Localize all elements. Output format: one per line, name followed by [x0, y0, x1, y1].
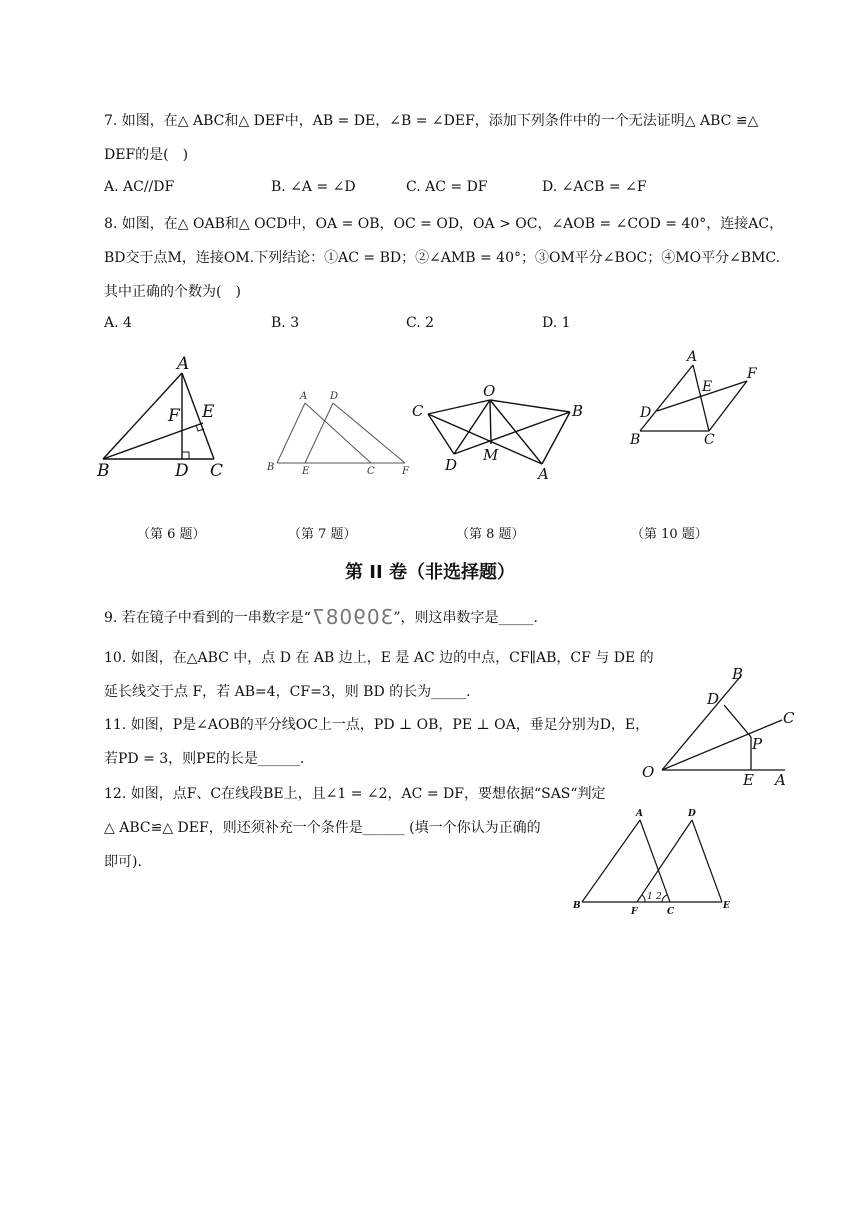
section-title: 第 II 卷（非选择题）: [345, 562, 515, 583]
q7-option-d: D. ∠ACB = ∠F: [542, 179, 647, 195]
fig12-segment-df: [637, 820, 692, 902]
q11-stem-line1: 11. 如图，P是∠AOB的平分线OC上一点，PD ⊥ OB，PE ⊥ OA，垂足分别为D，E，: [104, 717, 650, 733]
fig8-segment-om: [490, 400, 491, 444]
fig12-angle-2-arc: [662, 895, 667, 902]
fig8-segment-ob: [490, 400, 570, 412]
fig7-label-d: D: [330, 391, 339, 402]
fig12-segment-ac: [640, 820, 670, 902]
fig10-label-b: B: [630, 432, 641, 448]
fig10-segment-cf: [709, 381, 747, 431]
figure-6: [96, 355, 236, 485]
q9-text-before: 9. 若在镜子中看到的一串数字是“: [104, 610, 311, 626]
fig6-right-angle-d: [182, 452, 189, 459]
fig6-label-a: A: [177, 354, 190, 374]
fig10-label-e: E: [702, 379, 713, 395]
figure-10: [625, 345, 765, 455]
q10-stem-line1: 10. 如图，在△ABC 中，点 D 在 AB 边上，E 是 AC 边的中点，CF∥AB，CF 与 DE 的: [104, 650, 654, 666]
fig10-segment-ab: [640, 365, 693, 431]
caption-fig10: （第 10 题）: [631, 527, 708, 542]
fig6-label-e: E: [202, 402, 215, 422]
fig11-ray-oc: [662, 720, 782, 770]
fig12-label-angle-2: 2: [656, 892, 662, 902]
fig11-label-p: P: [752, 735, 763, 753]
q9-text-after: ”，则这串数字是_____.: [393, 610, 538, 626]
fig11-label-d: D: [707, 690, 720, 708]
fig11-label-b: B: [732, 665, 744, 683]
q8-option-c: C. 2: [406, 315, 435, 331]
q8-stem-line1: 8. 如图，在△ OAB和△ OCD中，OA = OB，OC = OD，OA > OC，∠AOB = ∠COD = 40°，连接AC，: [104, 216, 784, 232]
fig11-label-a: A: [775, 771, 786, 789]
figure-8: [410, 380, 590, 490]
fig7-segment-ac: [305, 403, 371, 463]
q7-option-b: B. ∠A = ∠D: [271, 179, 356, 195]
fig10-label-a: A: [687, 349, 698, 365]
q7-stem-line1: 7. 如图，在△ ABC和△ DEF中，AB = DE，∠B = ∠DEF，添加下列条件中的一个无法证明△ ABC ≌△: [104, 113, 759, 129]
figure-7: [265, 385, 415, 485]
fig11-segment-pd: [724, 705, 751, 737]
fig7-label-f: F: [402, 466, 409, 477]
fig12-label-f: F: [631, 907, 638, 917]
fig7-segment-de: [305, 403, 333, 463]
fig8-label-c: C: [412, 402, 424, 420]
q12-stem-line2: △ ABC≌△ DEF，则还须补充一个条件是______ (填一个你认为正确的: [104, 820, 541, 836]
fig10-label-d: D: [640, 405, 652, 421]
fig7-label-c: C: [367, 466, 375, 477]
q11-stem-line2: 若PD = 3，则PE的长是______.: [104, 751, 305, 767]
fig12-angle-1-arc: [642, 895, 645, 902]
q8-option-d: D. 1: [542, 315, 571, 331]
figure-11: [640, 662, 800, 792]
caption-fig6: （第 6 题）: [137, 527, 206, 542]
q7-stem-line2: DEF的是( ): [104, 147, 189, 163]
fig12-label-angle-1: 1: [647, 892, 653, 902]
fig12-segment-de: [692, 820, 722, 902]
q10-stem-line2: 延长线交于点 F，若 AB=4，CF=3，则 BD 的长为_____.: [104, 684, 471, 700]
fig11-label-o: O: [642, 763, 655, 781]
figure-12: [570, 805, 750, 915]
fig7-segment-ab: [277, 403, 305, 463]
fig8-label-d: D: [445, 456, 458, 474]
fig11-label-c: C: [783, 709, 795, 727]
q8-option-a: A. 4: [104, 315, 132, 331]
fig8-label-m: M: [483, 446, 499, 464]
q7-option-a: A. AC//DF: [104, 179, 175, 195]
q8-stem-line2: BD交于点M，连接OM.下列结论：①AC = BD；②∠AMB = 40°；③OM平分∠BOC；④MO平分∠BMC.: [104, 250, 781, 266]
fig10-label-c: C: [704, 432, 715, 448]
fig8-label-o: O: [483, 382, 496, 400]
q9-stem: [104, 605, 538, 629]
fig7-label-e: E: [302, 466, 310, 477]
fig7-label-a: A: [300, 391, 308, 402]
fig6-label-f: F: [168, 406, 180, 426]
fig6-segment-be: [103, 423, 203, 459]
q8-stem-line3: 其中正确的个数为( ): [104, 284, 241, 300]
fig8-label-a: A: [538, 465, 549, 483]
fig12-label-c: C: [667, 907, 675, 917]
fig7-label-b: B: [267, 462, 275, 473]
fig6-label-c: C: [210, 461, 224, 481]
q9-mirrored-number: 309087: [310, 605, 394, 629]
fig10-label-f: F: [747, 366, 757, 382]
fig6-label-b: B: [97, 461, 110, 481]
fig11-ray-ob: [662, 677, 740, 770]
fig12-label-a: A: [636, 809, 643, 819]
fig8-label-b: B: [572, 402, 584, 420]
fig8-segment-ba: [542, 412, 570, 464]
caption-fig8: （第 8 题）: [456, 527, 525, 542]
fig12-label-e: E: [723, 901, 730, 911]
q8-option-b: B. 3: [271, 315, 300, 331]
fig8-segment-oc: [428, 400, 490, 414]
q7-option-c: C. AC = DF: [406, 179, 488, 195]
caption-fig7: （第 7 题）: [288, 527, 357, 542]
fig11-label-e: E: [743, 771, 754, 789]
fig7-segment-df: [333, 403, 405, 463]
q12-stem-line3: 即可).: [104, 854, 142, 870]
fig12-segment-ab: [582, 820, 640, 902]
fig12-label-b: B: [573, 901, 581, 911]
q12-stem-line1: 12. 如图，点F、C在线段BE上，且∠1 = ∠2，AC = DF，要想依据“SAS“判定: [104, 786, 606, 802]
fig12-label-d: D: [688, 809, 696, 819]
fig6-label-d: D: [175, 461, 189, 481]
